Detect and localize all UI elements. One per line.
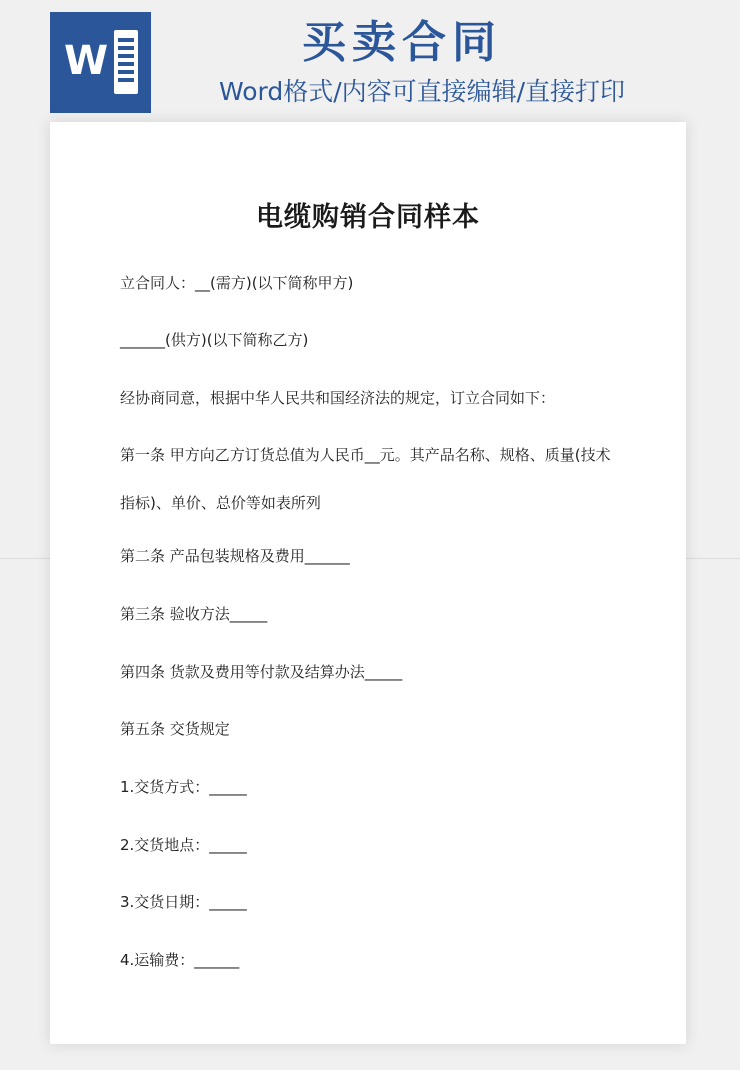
header-banner <box>0 0 740 122</box>
paragraph-delivery-date: 3.交货日期：_____ <box>120 893 247 911</box>
document-page <box>50 122 686 1044</box>
paragraph-delivery-location: 2.交货地点：_____ <box>120 836 247 854</box>
document-lines-icon <box>114 30 138 94</box>
document-title: 电缆购销合同样本 <box>256 202 480 233</box>
paragraph-article-4: 第四条 货款及费用等付款及结算办法_____ <box>120 663 403 681</box>
paragraph-article-2: 第二条 产品包装规格及费用______ <box>120 547 350 565</box>
paragraph-delivery-method: 1.交货方式：_____ <box>120 778 247 796</box>
header-subtitle: Word格式/内容可直接编辑/直接打印 <box>218 77 626 106</box>
paragraph-article-1: 第一条 甲方向乙方订货总值为人民币__元。其产品名称、规格、质量(技术指标)、单价、总价等如表所列 <box>120 446 611 512</box>
paragraph-preamble: 经协商同意，根据中华人民共和国经济法的规定，订立合同如下： <box>120 389 556 407</box>
header-title: 买卖合同 <box>302 17 502 68</box>
paragraph-article-3: 第三条 验收方法_____ <box>120 605 268 623</box>
paragraph-contracting-party-a: 立合同人：__(需方)(以下简称甲方) <box>120 274 354 292</box>
paragraph-freight: 4.运输费：______ <box>120 951 240 969</box>
paragraph-contracting-party-b: ______(供方)(以下简称乙方) <box>120 331 309 349</box>
word-logo-icon <box>50 12 151 113</box>
paragraph-article-5: 第五条 交货规定 <box>120 720 230 738</box>
word-logo-letter: W <box>64 38 109 84</box>
